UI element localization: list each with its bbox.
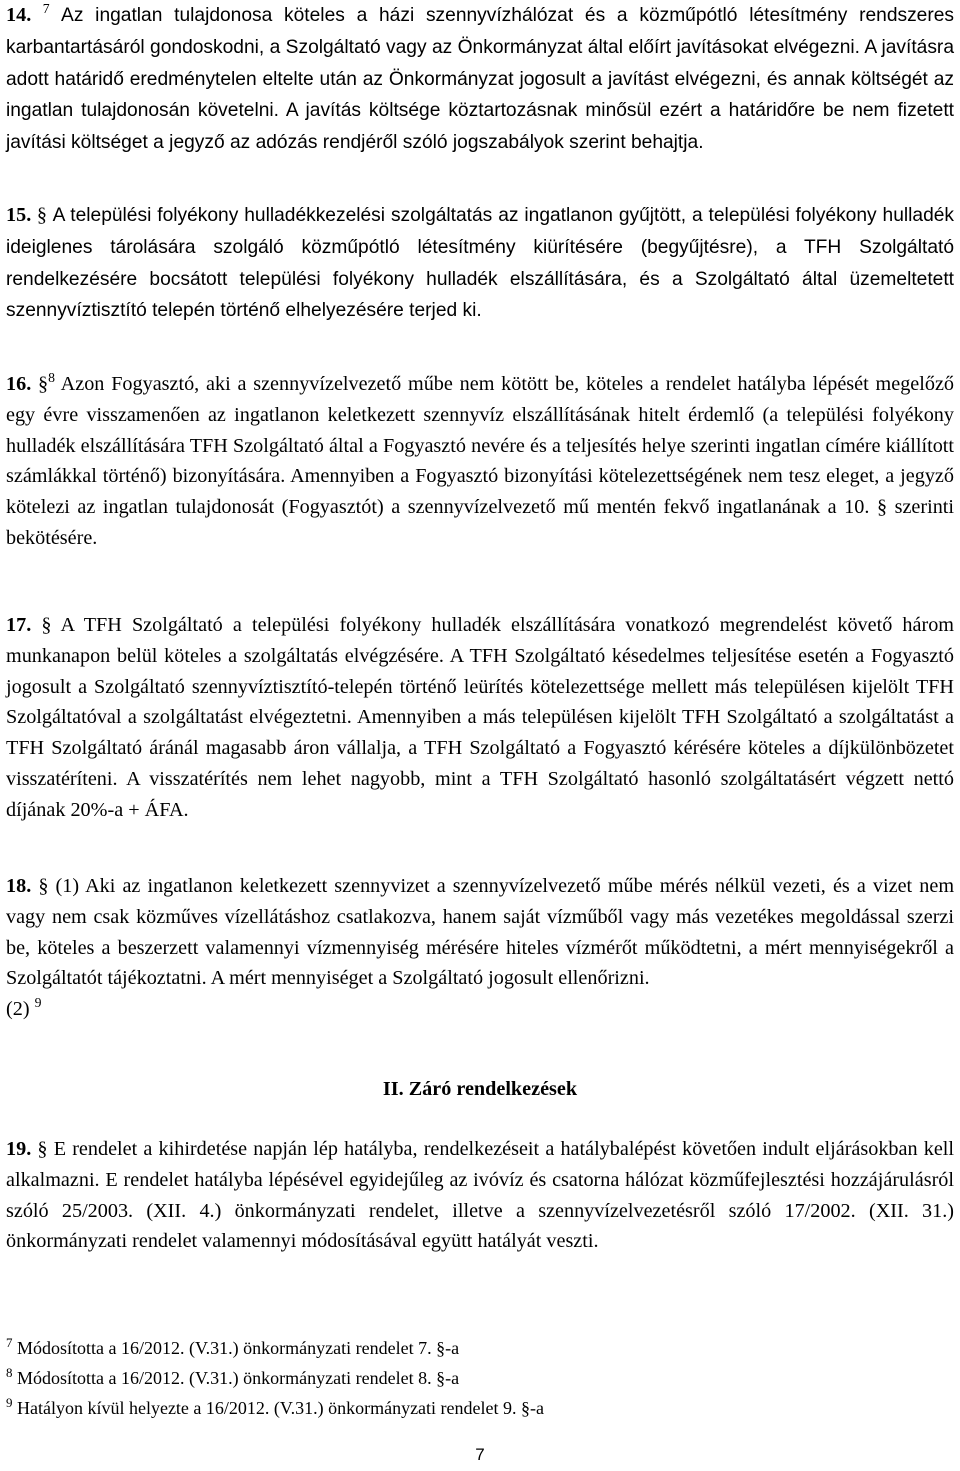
section-sign: § bbox=[521, 1398, 531, 1418]
paragraph-text-tail: szerinti bekötésére. bbox=[6, 496, 955, 549]
footnote-number: 8 bbox=[6, 1364, 13, 1380]
footnote-text: Hatályon kívül helyezte a 16/2012. (V.31.) önkormányzati rendelet 9. bbox=[16, 1398, 517, 1418]
footnote-number: 7 bbox=[6, 1334, 13, 1350]
paragraph-number: 19. bbox=[6, 1138, 32, 1160]
paragraph-number: 14. bbox=[6, 4, 32, 26]
footnote-suffix: -a bbox=[445, 1338, 460, 1358]
footnote-suffix: -a bbox=[530, 1398, 544, 1418]
paragraph-number: 18. bbox=[6, 875, 32, 897]
footnote-item bbox=[6, 1363, 954, 1393]
section-sign: § bbox=[436, 1338, 446, 1358]
footnote-ref: 7 bbox=[42, 0, 50, 16]
footnote-item bbox=[6, 1333, 954, 1363]
paragraph-15 bbox=[6, 200, 954, 327]
sub-paragraph-label: (2) bbox=[6, 998, 30, 1021]
paragraph-16 bbox=[6, 369, 954, 554]
section-heading: II. Záró rendelkezések bbox=[382, 1078, 578, 1100]
footnote-ref: 8 bbox=[48, 369, 55, 385]
paragraph-14 bbox=[6, 0, 954, 159]
paragraph-text: (1) Aki az ingatlanon keletkezett szennyvizet a szennyvízelvezető műbe mérés nélkül vezeti, és a vizet nem vagy nem csak közműves vízellátáshoz csatlakozva, hanem saját vízműből vagy más vezetékes megoldással szerzi be, köteles a beszerzett valamennyi vízmennyiség mérésére hiteles vízmérőt működtetni, a mért mennyiségekről a Szolgáltatót tájékoztatni. A mért mennyiséget a Szolgáltató jogosult ellenőrizni. bbox=[6, 875, 955, 990]
paragraph-text: E rendelet a kihirdetése napján lép hatályba, rendelkezéseit a hatálybalépést követően indult eljárásokban kell alkalmazni. E rendelet hatályba lépésével egyidejűleg az ivóvíz és csatorna hálózat közműfejlesztési hozzájárulásról szóló 25/2003. (XII. 4.) önkormányzati rendelet, illetve a szennyvízelvezetésről szóló 17/2002. (XII. 31.) önkormányzati rendelet valamennyi módosításával együtt hatályát veszti. bbox=[6, 1138, 955, 1253]
page-number: 7 bbox=[475, 1445, 485, 1464]
section-sign: § bbox=[41, 614, 52, 636]
paragraph-text: Az ingatlan tulajdonosa köteles a házi szennyvízhálózat és a közműpótló létesítmény rendszeres karbantartásáról gondoskodni, a Szolgáltató vagy az Önkormányzat által előírt javításokat elvégezni. A javításra adott határidő eredménytelen eltelte után az Önkormányzat jogosult a javítást elvégezni, és annak költségét az ingatlan tulajdonosán követelni. A javítás költsége köztartozásnak minősül ezért a határidőre be nem fizetett javítási költséget a jegyző az adózás rendjéről szóló jogszabályok szerint behajtja. bbox=[6, 5, 954, 154]
footnote-number: 9 bbox=[6, 1394, 13, 1410]
footnote-text: Módosította a 16/2012. (V.31.) önkormányzati rendelet 8. bbox=[16, 1368, 432, 1388]
paragraph-19 bbox=[6, 1134, 954, 1257]
paragraph-18 bbox=[6, 871, 954, 1025]
footnote-item bbox=[6, 1393, 954, 1423]
paragraph-text: A TFH Szolgáltató a települési folyékony hulladék elszállítására vonatkozó megrendelést követő három munkanapon belül köteles a szolgáltatás elvégzésére. A TFH Szolgáltató késedelmes teljesítése esetén a Fogyasztó jogosult a Szolgáltató szennyvíztisztító-telepén történő leürítés kötelezettsége mellett más településen kijelölt TFH Szolgáltatóval a szolgáltatást elvégeztetni. Amennyiben a más településen kijelölt TFH Szolgáltató a szolgáltatást a TFH Szolgáltató áránál magasabb áron vállalja, a TFH Szolgáltató a Fogyasztó kérésére köteles a díjkülönbözetet visszatéríteni. A visszatérítés nem lehet nagyobb, mint a TFH Szolgáltató hasonló szolgáltatásért végzett nettó díjának 20%-a + ÁFA. bbox=[6, 614, 955, 821]
section-sign: § bbox=[876, 496, 888, 519]
section-sign: § bbox=[37, 1138, 48, 1160]
paragraph-17 bbox=[6, 610, 954, 826]
paragraph-text: Azon Fogyasztó, aki a szennyvízelvezető műbe nem kötött be, köteles a rendelet hatályba lépését megelőző egy évre visszamenően az ingatlanon keletkezett szennyvíz elszállításának hitelt érdemlő (a települési folyékony hulladék elszállítására TFH Szolgáltató által a Fogyasztó nevére és a teljesítés helye szerinti ingatlan címére kiállított számlákkal történő) bizonyítására. Amennyiben a Fogyasztó bizonyítási kötelezettségének nem tesz eleget, a jegyző kötelezi az ingatlan tulajdonosát (Fogyasztót) a szennyvízelvezető mű mentén fekvő ingatlanának a 10. bbox=[6, 373, 955, 519]
paragraph-number: 16. bbox=[6, 373, 32, 395]
section-sign: § bbox=[38, 875, 49, 897]
section-sign: § bbox=[436, 1368, 446, 1388]
paragraph-number: 17. bbox=[6, 614, 32, 636]
paragraph-number: 15. bbox=[6, 204, 32, 226]
section-sign: § bbox=[36, 204, 47, 226]
footnote-ref: 9 bbox=[34, 994, 42, 1010]
footnote-suffix: -a bbox=[445, 1368, 460, 1388]
footnotes bbox=[6, 1333, 954, 1423]
footnote-text: Módosította a 16/2012. (V.31.) önkormányzati rendelet 7. bbox=[16, 1338, 432, 1358]
paragraph-text: A települési folyékony hulladékkezelési szolgáltatás az ingatlanon gyűjtött, a települési folyékony hulladék ideiglenes tárolására szolgáló közműpótló létesítmény kiürítésére (begyűjtésre), a TFH Szolgáltató rendelkezésére bocsátott települési folyékony hulladék elszállítására, és a Szolgáltató által üzemeltetett szennyvíztisztító telepén történő elhelyezésére terjed ki. bbox=[6, 205, 955, 322]
section-sign: § bbox=[38, 373, 49, 395]
